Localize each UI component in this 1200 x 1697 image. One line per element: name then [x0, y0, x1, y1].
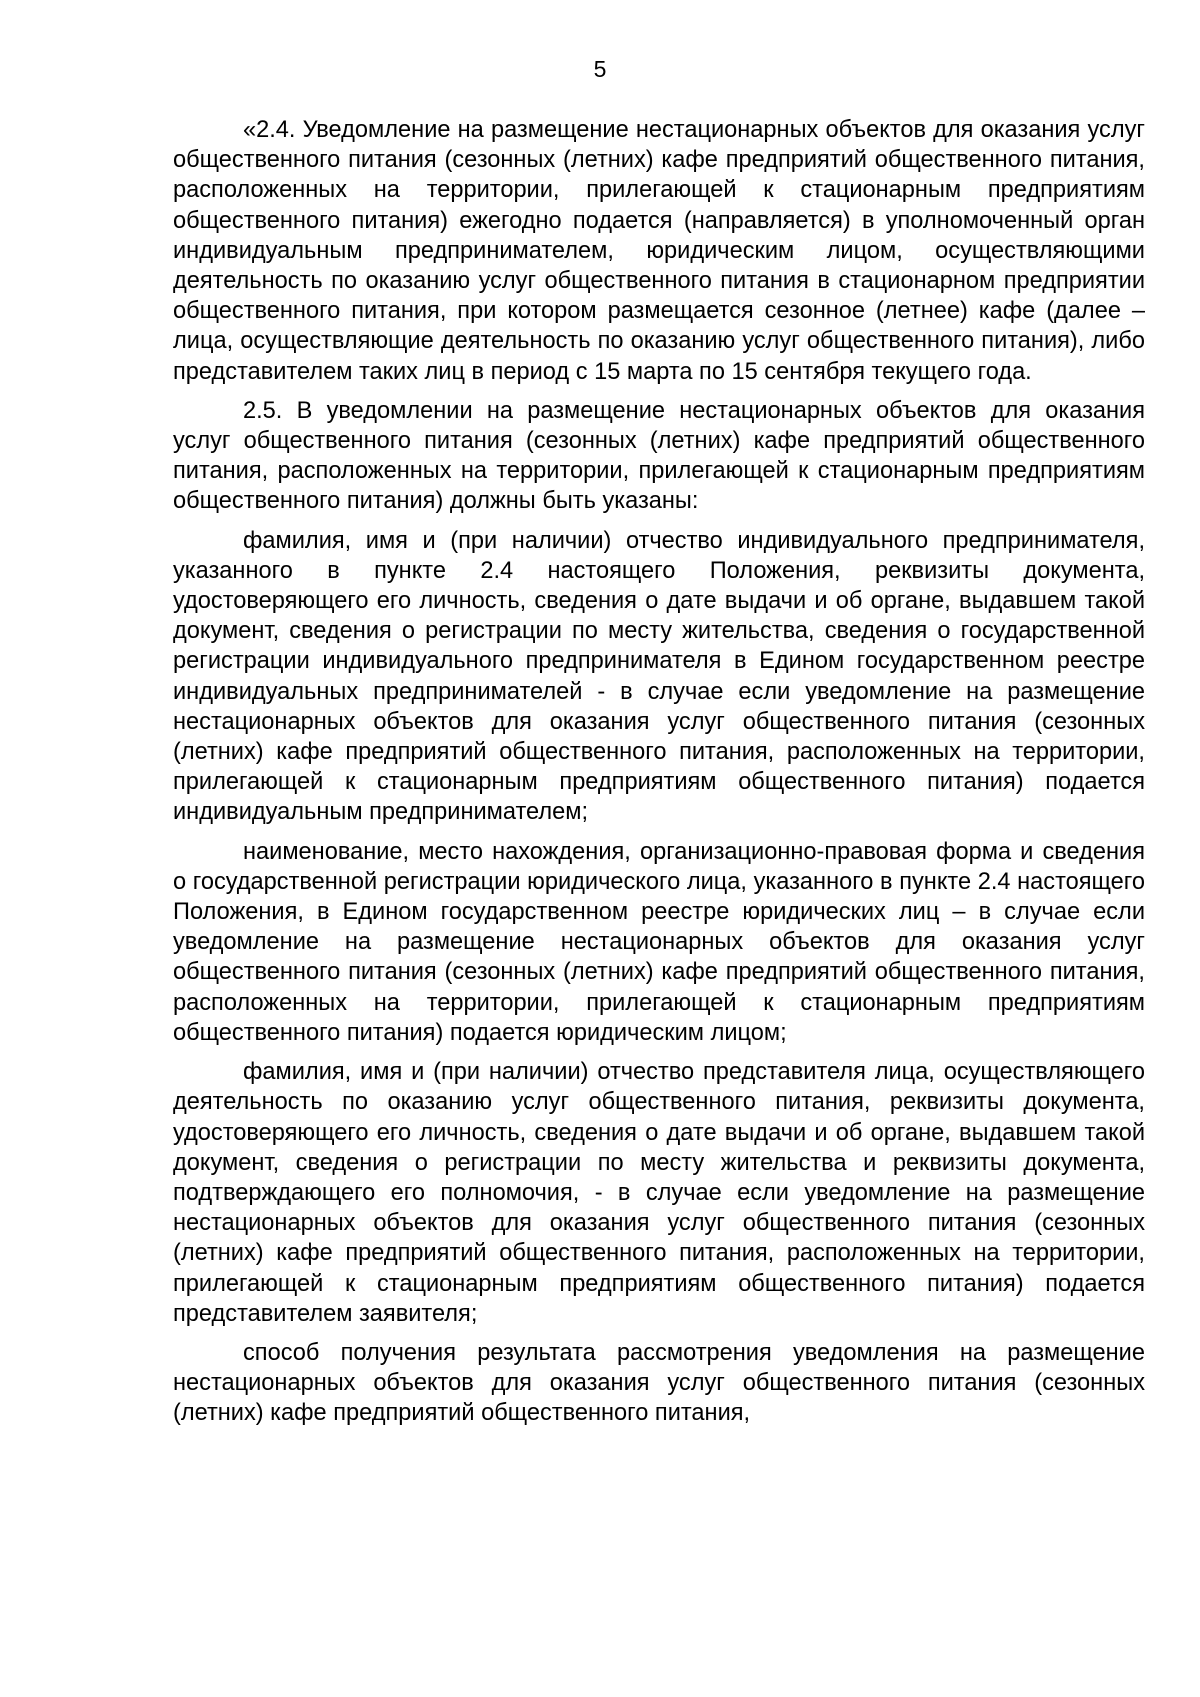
- paragraph-legal-entity: наименование, место нахождения, организационно-правовая форма и сведения о государственной регистрации юридического лица, указанного в пункте 2.4 настоящего Положения, в Едином государственном реестре юридических лиц – в случае если уведомление на размещение нестационарных объектов для оказания услуг общественного питания (сезонных (летних) кафе предприятий общественного питания, расположенных на территории, прилегающей к стационарным предприятиям общественного питания) подается юридическим лицом;: [173, 838, 1145, 1046]
- page-number: 5: [593, 56, 607, 82]
- paragraph-2-5: 2.5. В уведомлении на размещение нестационарных объектов для оказания услуг общественного питания (сезонных (летних) кафе предприятий общественного питания, расположенных на территории, прилегающей к стационарным предприятиям общественного питания) должны быть указаны:: [173, 397, 1145, 515]
- paragraph-result-method: способ получения результата рассмотрения уведомления на размещение нестационарных объектов для оказания услуг общественного питания (сезонных (летних) кафе предприятий общественного питания,: [173, 1339, 1145, 1427]
- paragraph-representative: фамилия, имя и (при наличии) отчество представителя лица, осуществляющего деятельность по оказанию услуг общественного питания, реквизиты документа, удостоверяющего его личность, сведения о дате выдачи и об органе, выдавшем такой документ, сведения о регистрации по месту жительства и реквизиты документа, подтверждающего его полномочия, - в случае если уведомление на размещение нестационарных объектов для оказания услуг общественного питания (сезонных (летних) кафе предприятий общественного питания, расположенных на территории, прилегающей к стационарным предприятиям общественного питания) подается представителем заявителя;: [173, 1059, 1145, 1327]
- paragraph-individual-entrepreneur: фамилия, имя и (при наличии) отчество индивидуального предпринимателя, указанного в пункте 2.4 настоящего Положения, реквизиты документа, удостоверяющего его личность, сведения о дате выдачи и об органе, выдавшем такой документ, сведения о регистрации по месту жительства, сведения о государственной регистрации индивидуального предпринимателя в Едином государственном реестре индивидуальных предпринимателей - в случае если уведомление на размещение нестационарных объектов для оказания услуг общественного питания (сезонных (летних) кафе предприятий общественного питания, расположенных на территории, прилегающей к стационарным предприятиям общественного питания) подается индивидуальным предпринимателем;: [173, 527, 1145, 826]
- paragraph-2-4: «2.4. Уведомление на размещение нестационарных объектов для оказания услуг общественного питания (сезонных (летних) кафе предприятий общественного питания, расположенных на территории, прилегающей к стационарным предприятиям общественного питания) ежегодно подается (направляется) в уполномоченный орган индивидуальным предпринимателем, юридическим лицом, осуществляющими деятельность по оказанию услуг общественного питания в стационарном предприятии общественного питания, при котором размещается сезонное (летнее) кафе (далее – лица, осуществляющие деятельность по оказанию услуг общественного питания), либо представителем таких лиц в период с 15 марта по 15 сентября текущего года.: [173, 117, 1145, 385]
- document-body: [173, 115, 1145, 1438]
